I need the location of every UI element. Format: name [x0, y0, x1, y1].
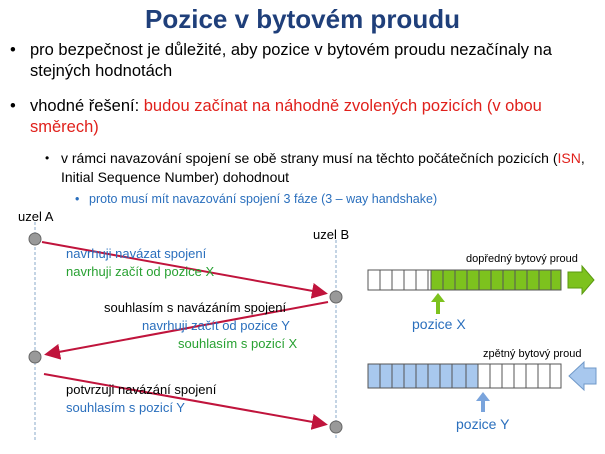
message-2-line-2: navrhuji začít od pozice Y: [142, 318, 290, 333]
backward-direction-arrow: [569, 362, 596, 390]
position-y-label: pozice Y: [456, 416, 510, 432]
message-3-line-1: potvrzuji navázání spojení: [66, 382, 217, 397]
node-b-marker-2: [330, 421, 342, 433]
forward-direction-arrow: [568, 266, 594, 294]
bullet-dot: •: [10, 97, 16, 115]
position-x-pointer: [431, 293, 445, 314]
forward-stream: [368, 266, 594, 314]
message-2-line-1: souhlasím s navázáním spojení: [104, 300, 287, 315]
node-a-label: uzel A: [18, 209, 54, 224]
bullet-2-highlight: budou začínat na náhodně zvolených pozicích (v obou směrech): [30, 97, 542, 136]
message-2-line-3: souhlasím s pozicí X: [178, 336, 298, 351]
bullet-1-text: pro bezpečnost je důležité, aby pozice v bytovém proudu nezačínaly na stejných hodnotách: [30, 41, 552, 80]
backward-stream-filled: [368, 364, 478, 388]
bullet-dot: •: [45, 151, 50, 165]
sub-bullet-1-pre: v rámci navazování spojení se obě strany musí na těchto počátečních pozicích (: [61, 150, 558, 166]
forward-stream-filled: [431, 270, 561, 290]
message-3-line-2: souhlasím s pozicí Y: [66, 400, 185, 415]
message-1-line-2: navrhuji začít od pozice X: [66, 264, 215, 279]
isn-term: ISN: [557, 150, 581, 166]
sub-sub-bullet-1-text: proto musí mít navazování spojení 3 fáze (3 – way handshake): [89, 192, 438, 206]
node-a-marker-2: [29, 351, 41, 363]
node-a-marker: [29, 233, 41, 245]
backward-stream-label: zpětný bytový proud: [483, 348, 582, 360]
bullet-dot: •: [10, 41, 16, 59]
position-y-pointer: [476, 392, 490, 412]
node-b-label: uzel B: [313, 227, 350, 242]
sub-bullet-1-post: , Initial Sequence Number) dohodnout: [61, 150, 585, 185]
message-1-line-1: navrhuji navázat spojení: [66, 246, 207, 261]
page-title: Pozice v bytovém proudu: [145, 4, 460, 34]
backward-stream: [368, 362, 596, 412]
bullet-dot: •: [75, 192, 80, 206]
forward-stream-label: dopředný bytový proud: [466, 253, 578, 265]
position-x-label: pozice X: [412, 316, 466, 332]
bullet-2-prefix: vhodné řešení:: [30, 97, 144, 115]
node-b-marker: [330, 291, 342, 303]
